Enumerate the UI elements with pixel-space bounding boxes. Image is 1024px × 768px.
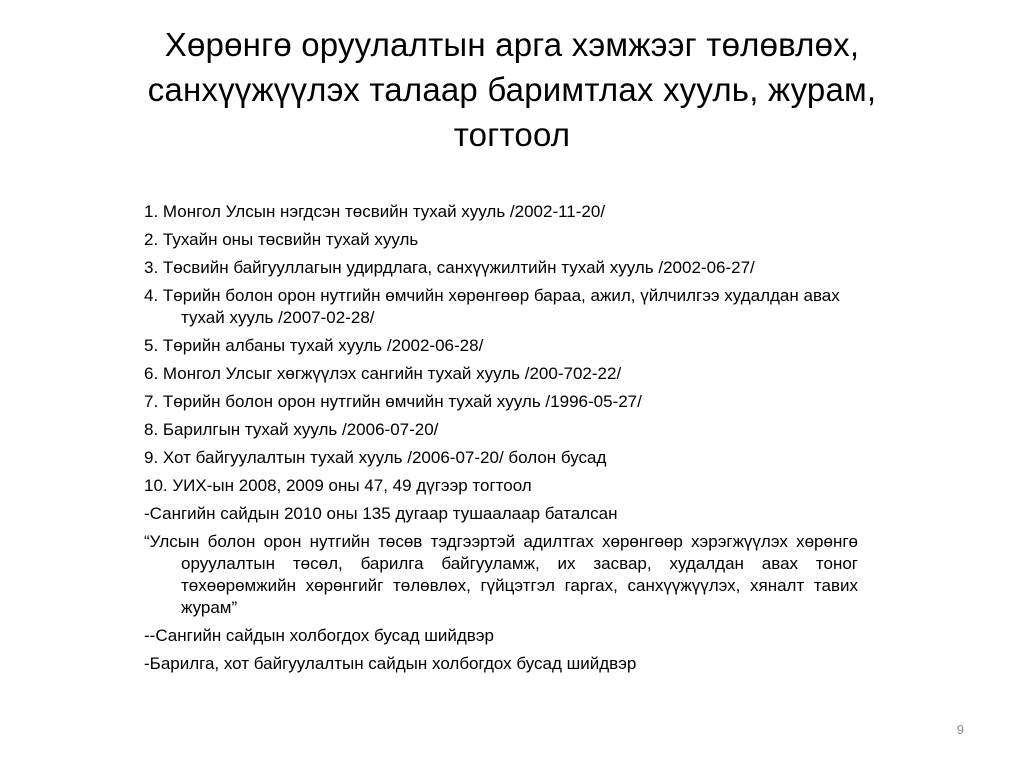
slide-title	[60, 22, 964, 157]
list-item: 8. Барилгын тухай хууль /2006-07-20/	[144, 420, 439, 439]
list-item: 2. Тухайн оны төсвийн тухай хууль	[144, 230, 419, 249]
list-item: 3. Төсвийн байгууллагын удирдлага, санхүүжилтийн тухай хууль /2002-06-27/	[144, 258, 755, 277]
list-item: “Улсын болон орон нутгийн төсөв тэдгээртэй адилтгах хөрөнгөөр хэрэгжүүлэх хөрөнгө оруулалтын төсөл, барилга байгууламж, их засвар, худалдан авах тоног төхөөрөмжийн хөрөнгийг төлөвлөх, гүйцэтгэл гаргах, санхүүжүүлэх, хяналт тавих журам”	[144, 532, 858, 617]
list-item: --Сангийн сайдын холбогдох бусад шийдвэр	[144, 626, 494, 645]
title-line: санхүүжүүлэх талаар баримтлах хууль, журам,	[147, 71, 877, 108]
title-line: Хөрөнгө оруулалтын арга хэмжээг төлөвлөх,	[164, 26, 860, 63]
page-number: 9	[956, 722, 964, 737]
list-item: 10. УИХ-ын 2008, 2009 оны 47, 49 дүгээр тогтоол	[144, 476, 532, 495]
list-item: 4. Төрийн болон орон нутгийн өмчийн хөрөнгөөр бараа, ажил, үйлчилгээ худалдан авах тухай хууль /2007-02-28/	[144, 286, 840, 327]
slide-body	[144, 201, 858, 681]
list-item: 7. Төрийн болон орон нутгийн өмчийн тухай хууль /1996-05-27/	[144, 392, 642, 411]
list-item: 6. Монгол Улсыг хөгжүүлэх сангийн тухай хууль /200-702-22/	[144, 364, 622, 383]
list-item: 1. Монгол Улсын нэгдсэн төсвийн тухай хууль /2002-11-20/	[144, 202, 606, 221]
list-item: 5. Төрийн албаны тухай хууль /2002-06-28/	[144, 336, 484, 355]
title-line: тогтоол	[453, 116, 571, 153]
list-item: -Барилга, хот байгуулалтын сайдын холбогдох бусад шийдвэр	[144, 654, 637, 673]
list-item: 9. Хот байгуулалтын тухай хууль /2006-07-20/ болон бусад	[144, 448, 607, 467]
list-item: -Сангийн сайдын 2010 оны 135 дугаар тушаалаар баталсан	[144, 504, 618, 523]
